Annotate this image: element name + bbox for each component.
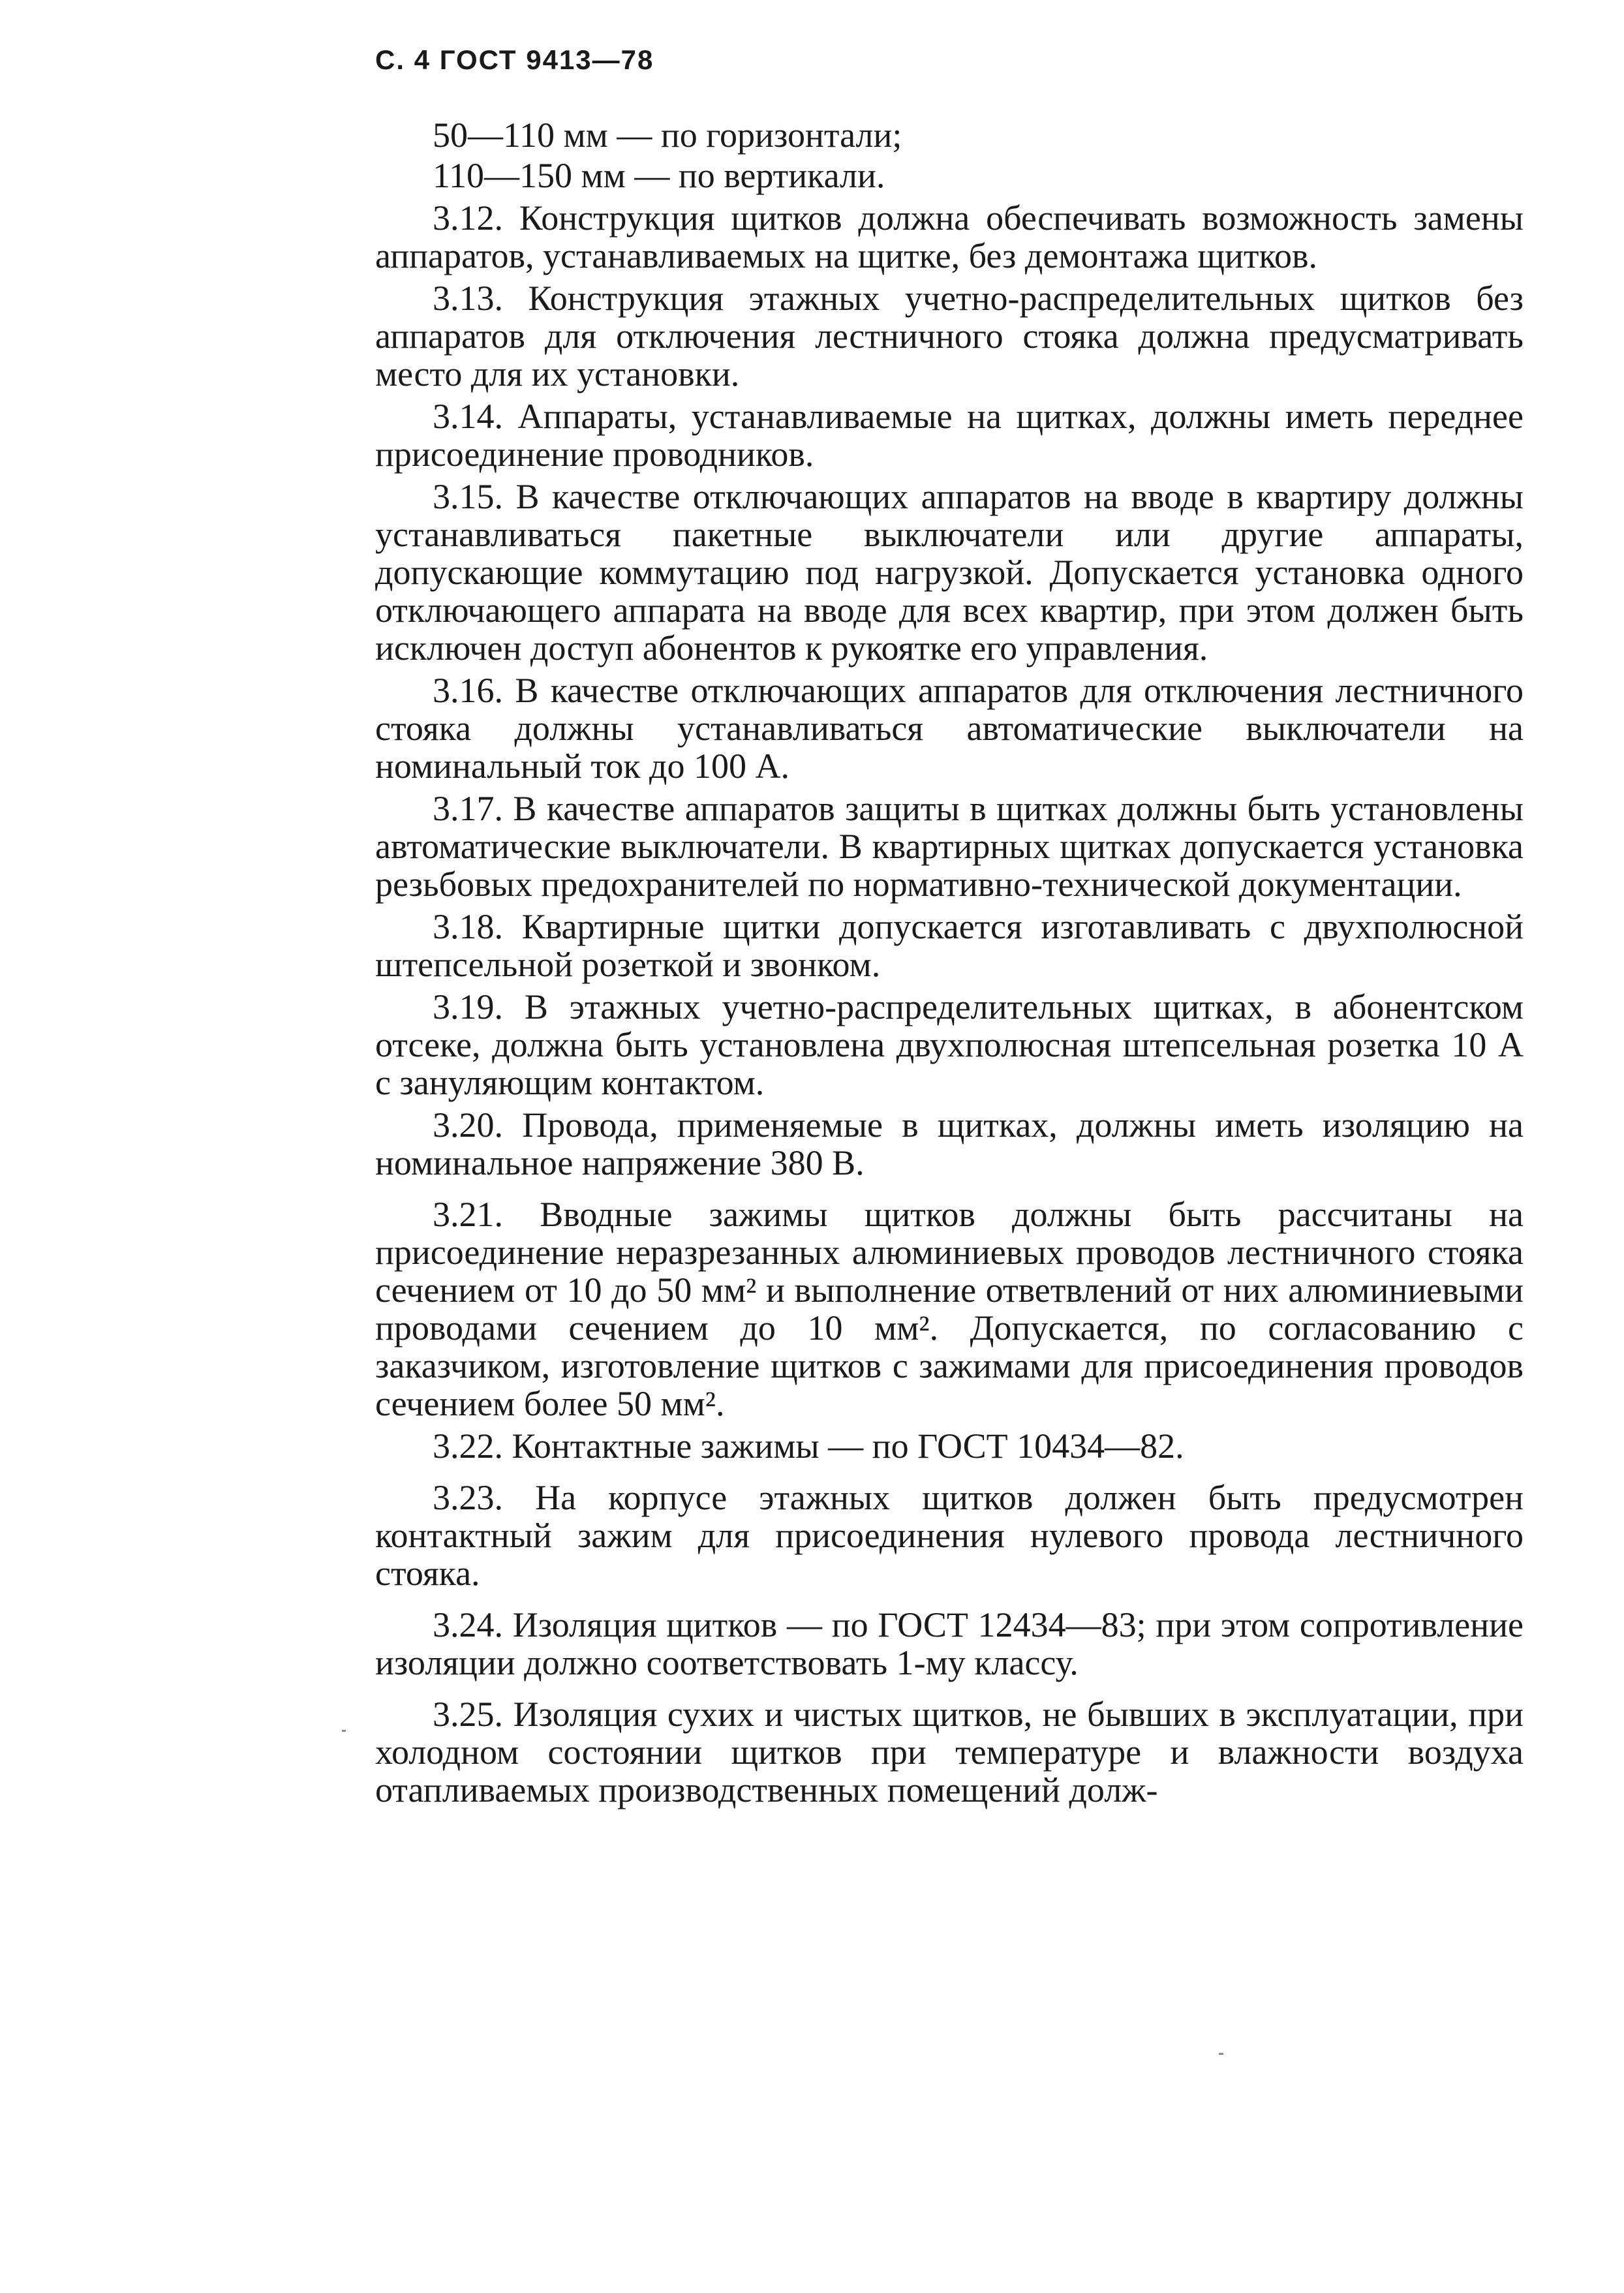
running-head: С. 4 ГОСТ 9413—78 (375, 44, 654, 75)
clause-3-21: 3.21. Вводные зажимы щитков должны быть рассчитаны на присоединение неразрезанных алюминиевых проводов лестничного стояка сечением от 10 до 50 мм² и выполнение ответвлений от них алюминиевыми проводами сечением до 10 мм². Допускается, по согласованию с заказчиком, изготовление щитков с зажимами для присоединения проводов сечением более 50 мм². (375, 1195, 1524, 1423)
scan-speck (342, 1730, 346, 1732)
scan-speck (1219, 2053, 1223, 2055)
list-item: 110—150 мм — по вертикали. (433, 156, 885, 195)
clause-3-22: 3.22. Контактные зажимы — по ГОСТ 10434—82. (433, 1426, 1184, 1466)
clause-3-25: 3.25. Изоляция сухих и чистых щитков, не бывших в эксплуатации, при холодном состоянии щитков при температуре и влажности воздуха отапливаемых производственных помещений долж- (375, 1695, 1524, 1809)
list-item: 50—110 мм — по горизонтали; (433, 115, 902, 155)
clause-3-16: 3.16. В качестве отключающих аппаратов для отключения лестничного стояка должны устанавливаться автоматические выключатели на номинальный ток до 100 А. (375, 671, 1524, 786)
clause-3-15: 3.15. В качестве отключающих аппаратов на вводе в квартиру должны устанавливаться пакетные выключатели или другие аппараты, допускающие коммутацию под нагрузкой. Допускается установка одного отключающего аппарата на вводе для всех квартир, при этом должен быть исключен доступ абонентов к рукоятке его управления. (375, 477, 1524, 668)
clause-3-24: 3.24. Изоляция щитков — по ГОСТ 12434—83; при этом сопротивление изоляции должно соответствовать 1-му классу. (375, 1605, 1524, 1682)
clause-3-19: 3.19. В этажных учетно-распределительных щитках, в абонентском отсеке, должна быть установлена двухполюсная штепсельная розетка 10 А с зануляющим контактом. (375, 987, 1524, 1102)
clause-3-13: 3.13. Конструкция этажных учетно-распределительных щитков без аппаратов для отключения лестничного стояка должна предусматривать место для их установки. (375, 279, 1524, 393)
clause-3-18: 3.18. Квартирные щитки допускается изготавливать с двухполюсной штепсельной розеткой и звонком. (375, 907, 1524, 984)
clause-3-17: 3.17. В качестве аппаратов защиты в щитках должны быть установлены автоматические выключатели. В квартирных щитках допускается установка резьбовых предохранителей по нормативно-технической документации. (375, 789, 1524, 904)
document-body (375, 116, 1524, 1813)
clause-3-12: 3.12. Конструкция щитков должна обеспечивать возможность замены аппаратов, устанавливаемых на щитке, без демонтажа щитков. (375, 198, 1524, 275)
clause-3-14: 3.14. Аппараты, устанавливаемые на щитках, должны иметь переднее присоединение проводников. (375, 397, 1524, 474)
clause-3-23: 3.23. На корпусе этажных щитков должен быть предусмотрен контактный зажим для присоединения нулевого провода лестничного стояка. (375, 1478, 1524, 1593)
clause-3-20: 3.20. Провода, применяемые в щитках, должны иметь изоляцию на номинальное напряжение 380 В. (375, 1105, 1524, 1182)
